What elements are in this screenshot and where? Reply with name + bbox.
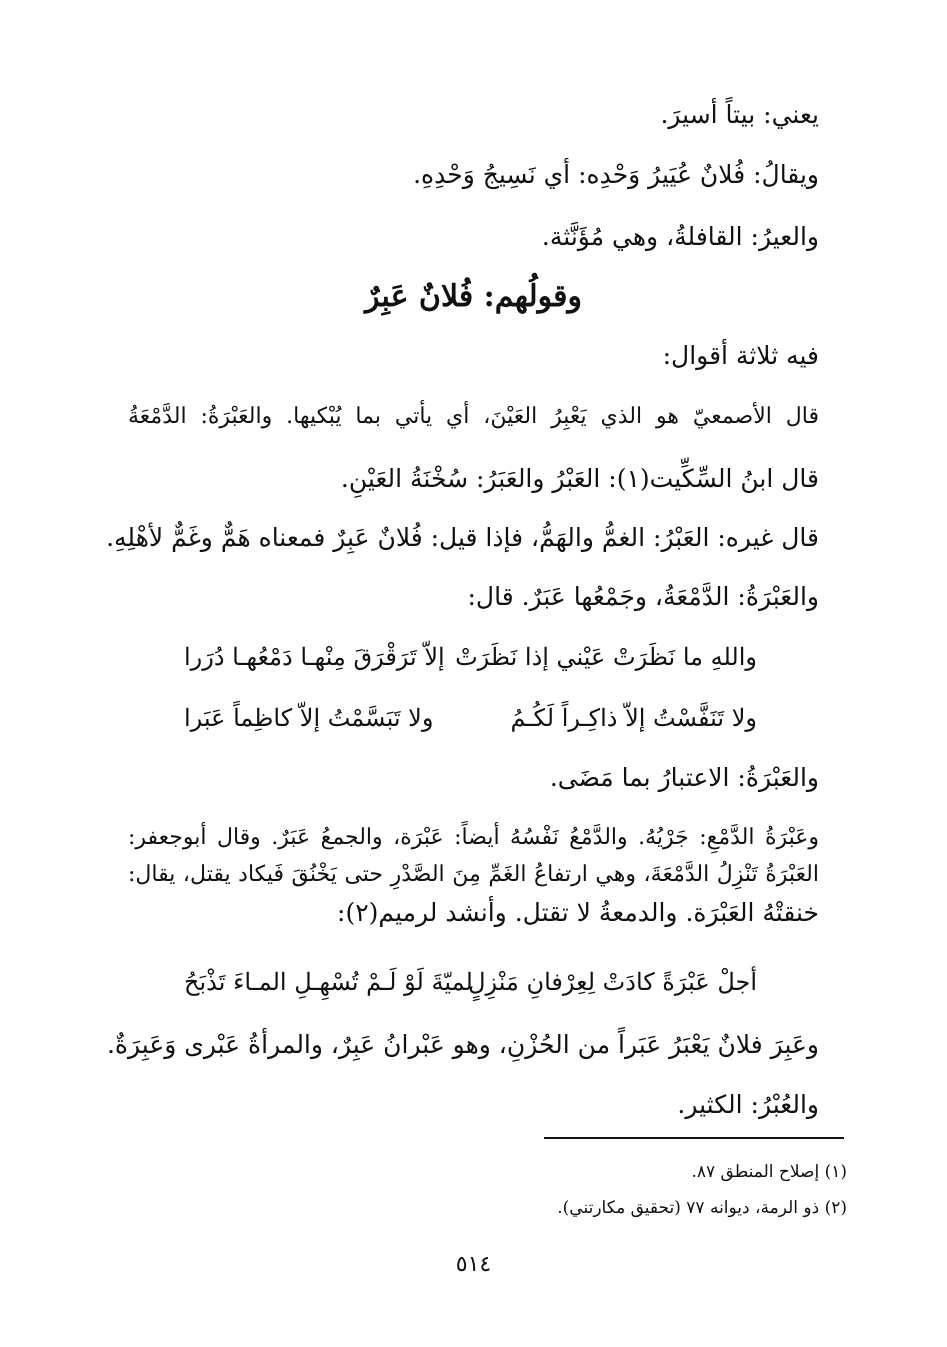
verse-second-hemistich: لميّةَ لَوْ لَـمْ تُسْهِـلِ المـاءَ تَذْبَحُ bbox=[184, 968, 473, 996]
footnote: (٢) ذو الرمة، ديوانه ٧٧ (تحقيق مكارتني). bbox=[557, 1198, 847, 1218]
section-heading: وقولُهم: فُلانٌ عَبِرٌ bbox=[364, 279, 582, 314]
verse-first-hemistich: واللهِ ما نَظَرَتْ عَيْني إذا نَظَرَتْ bbox=[455, 643, 757, 671]
verse-first-hemistich: أجلْ عَبْرَةً كادَتْ لِعِرْفانِ مَنْزِلٍ bbox=[468, 968, 757, 996]
footnote: (١) إصلاح المنطق ٨٧. bbox=[691, 1162, 847, 1182]
text-line: والعَبْرَةُ: الدَّمْعَةُ، وجَمْعُها عَبَرٌ. قال: bbox=[467, 582, 819, 611]
text-line: والعَبْرَةُ: الاعتبارُ بما مَضَى. bbox=[549, 763, 819, 792]
verse-second-hemistich: ولا تَبَسَّمْتُ إلاّ كاظِماً عَبَرا bbox=[184, 704, 434, 732]
verse-first-hemistich: ولا تَنَفَّسْتُ إلاّ ذاكِـراً لَكُـمُ bbox=[510, 704, 757, 732]
page-number: ٥١٤ bbox=[455, 1252, 492, 1277]
text-line: قال غيره: العَبْرُ: الغمُّ والهَمُّ، فإذا قيل: فُلانٌ عَبِرٌ فمعناه هَمٌّ وغَمٌّ لأهْلِهِ. bbox=[106, 523, 819, 552]
text-line: يعني: بيتاً أسيرَ. bbox=[660, 100, 819, 129]
text-line: والعُبْرُ: الكثير. bbox=[677, 1090, 819, 1119]
paragraph-line: خنقتْهُ العَبْرَة. والدمعةُ لا تقتل. وأنشد لرميم(٢): bbox=[337, 898, 819, 927]
text-line: قال الأصمعيّ هو الذي يَعْبِرُ العَيْنَ، أي يأتي بما يُبْكيها. والعَبْرَةُ: الدَّمْعَةُ bbox=[128, 404, 819, 429]
verse-second-hemistich: إلاّ تَرَقْرَقَ مِنْهـا دَمْعُهـا دُرَرا bbox=[184, 643, 445, 671]
footnote-divider bbox=[544, 1137, 844, 1139]
paragraph-line: وعَبْرَةُ الدَّمْعِ: جَرْيُهُ. والدَّمْعُ نَفْسُهُ أيضاً: عَبْرَة، والجمعُ عَبَرٌ. وقال أبوجعفر: bbox=[128, 825, 819, 850]
paragraph-line: العَبْرَةُ تَنْزِلُ الدَّمْعَةَ، وهي ارتفاعُ الغَمِّ مِنَ الصَّدْرِ حتى يَخْنُقَ فَيكاد يقتل، يقال: bbox=[128, 862, 819, 887]
text-line: والعيرُ: القافلةُ، وهي مُؤَنَّثة. bbox=[541, 222, 819, 251]
text-line: وعَبِرَ فلانٌ يَعْبَرُ عَبَراً من الحُزْنِ، وهو عَبْرانُ عَبِرٌ، والمرأةُ عَبْرى وَعَبِرَةٌ. bbox=[106, 1030, 819, 1059]
text-line: ويقالُ: فُلانٌ عُيَيرُ وَحْدِه: أي نَسِيجُ وَحْدِهِ. bbox=[413, 160, 819, 189]
text-line: قال ابنُ السِّكِّيت(١): العَبْرُ والعَبَرُ: سُخْنَةُ العَيْنِ. bbox=[340, 464, 819, 493]
text-line: فيه ثلاثة أقوال: bbox=[662, 341, 819, 370]
